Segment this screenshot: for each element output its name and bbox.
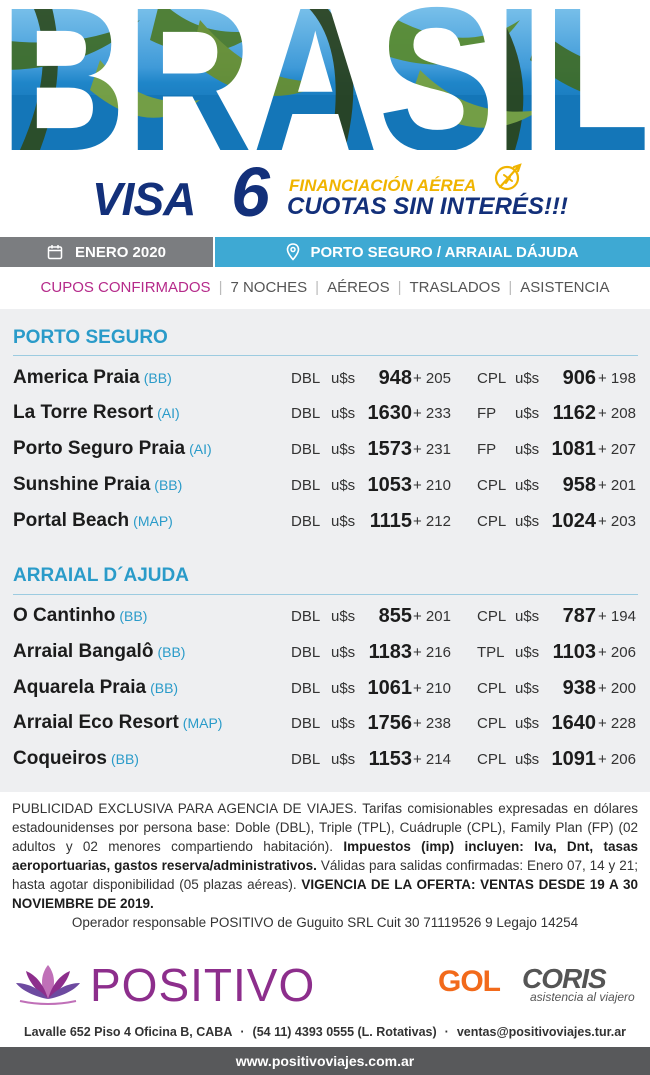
meal-plan: (MAP): [133, 513, 173, 529]
feature-item: AÉREOS: [327, 279, 390, 296]
legal-operator: Operador responsable POSITIVO de Guguito SRL Cuit 30 71119526 9 Legajo 14254: [71, 915, 579, 930]
feature-divider: |: [218, 279, 223, 296]
hotel-name-text: Arraial Bangalô: [13, 641, 154, 662]
legal-part1: PUBLICIDAD EXCLUSIVA PARA AGENCIA DE VIAJES. Tarifas comisionables expresadas en dólares estadounidenses por persona base: Doble (DBL), Triple (TPL), Cuádruple (CPL), Family Plan (FP) (02 adultos y 02 menores compartiendo habitación).: [12, 801, 638, 854]
taxes: + 205: [413, 370, 451, 387]
hotel-name-text: Portal Beach: [13, 510, 130, 531]
email-link[interactable]: ventas@positivoviajes.tur.ar: [456, 1025, 627, 1039]
meal-plan: (BB): [143, 370, 172, 386]
legal-part3: Válidas para salidas confirmadas: Enero 07, 14 y 21; hasta agotar disponibilidad (05 plazas aéreas).: [12, 858, 638, 892]
installments-label: CUOTAS SIN INTERÉS!!!: [287, 193, 568, 220]
installments-number: 6: [231, 153, 270, 231]
price: 906: [562, 367, 596, 389]
gol-logo: GOL: [438, 965, 500, 998]
taxes: + 194: [598, 608, 636, 625]
price: 1115: [369, 510, 412, 532]
price: 1053: [367, 474, 412, 496]
currency: u$s: [515, 513, 540, 530]
price: 948: [378, 367, 412, 389]
hotel-name-text: Coqueiros: [13, 748, 107, 769]
taxes: + 201: [598, 477, 636, 494]
price: 1081: [551, 438, 596, 460]
taxes: + 233: [413, 405, 451, 422]
hotel-name-text: Porto Seguro Praia: [13, 438, 186, 459]
currency: u$s: [331, 441, 356, 458]
room-type: FP: [477, 441, 497, 458]
taxes: + 228: [598, 715, 636, 732]
room-type: DBL: [291, 680, 321, 697]
feature-item: 7 NOCHES: [230, 279, 308, 296]
price: 1024: [551, 510, 596, 532]
currency: u$s: [515, 751, 540, 768]
currency: u$s: [515, 644, 540, 661]
website-link[interactable]: www.positivoviajes.com.ar: [235, 1053, 415, 1069]
room-type: CPL: [477, 370, 507, 387]
taxes: + 198: [598, 370, 636, 387]
hero-image: [0, 0, 650, 150]
feature-divider: |: [315, 279, 320, 296]
price: 1091: [551, 748, 596, 770]
room-type: CPL: [477, 751, 507, 768]
hotel-row: [0, 677, 650, 701]
meal-plan: (BB): [119, 608, 148, 624]
hotel-name: [13, 510, 173, 532]
hotel-row: [0, 712, 650, 736]
taxes: + 200: [598, 680, 636, 697]
room-type: DBL: [291, 715, 321, 732]
currency: u$s: [331, 715, 356, 732]
room-type: DBL: [291, 477, 321, 494]
feature-item: ASISTENCIA: [520, 279, 610, 296]
feature-item: CUPOS CONFIRMADOS: [40, 279, 211, 296]
room-type: DBL: [291, 751, 321, 768]
date-label: ENERO 2020: [75, 243, 166, 261]
taxes: + 214: [413, 751, 451, 768]
hotel-name: [13, 438, 212, 460]
hotel-row: [0, 402, 650, 426]
hotel-row: [0, 367, 650, 391]
hotel-name-text: Aquarela Praia: [13, 677, 147, 698]
room-type: CPL: [477, 608, 507, 625]
section-title: ARRAIAL D´AJUDA: [13, 565, 189, 586]
hotel-name-text: O Cantinho: [13, 605, 116, 626]
hotel-row: [0, 605, 650, 629]
price: 1103: [552, 641, 596, 663]
currency: u$s: [515, 715, 540, 732]
price: 1183: [368, 641, 412, 663]
taxes: + 201: [413, 608, 451, 625]
price: 1756: [367, 712, 412, 734]
room-type: CPL: [477, 513, 507, 530]
destination-bar: [215, 237, 650, 267]
feature-divider: |: [397, 279, 402, 296]
price: 1061: [367, 677, 412, 699]
visa-logo: VISA: [92, 173, 196, 225]
taxes: + 210: [413, 680, 451, 697]
legal-taxes: Impuestos (imp) incluyen: Iva, Dnt, tasas aeroportuarias, gastos reserva/administrativos.: [12, 839, 638, 873]
hotel-name-text: America Praia: [13, 367, 140, 388]
hotel-row: [0, 510, 650, 534]
price: 1573: [367, 438, 412, 460]
taxes: + 216: [413, 644, 451, 661]
hotel-row: [0, 748, 650, 772]
room-type: CPL: [477, 715, 507, 732]
taxes: + 206: [598, 751, 636, 768]
legal-text: [12, 799, 638, 932]
meal-plan: (AI): [157, 405, 180, 421]
taxes: + 238: [413, 715, 451, 732]
room-type: DBL: [291, 513, 321, 530]
price: 958: [562, 474, 596, 496]
currency: u$s: [515, 441, 540, 458]
hotel-row: [0, 438, 650, 462]
website-bar: [0, 1047, 650, 1075]
price: 787: [562, 605, 596, 627]
meal-plan: (BB): [154, 477, 183, 493]
map-pin-icon: [286, 243, 300, 261]
hotel-name-text: Arraial Eco Resort: [13, 712, 179, 733]
taxes: + 210: [413, 477, 451, 494]
taxes: + 203: [598, 513, 636, 530]
meal-plan: (BB): [150, 680, 179, 696]
hotel-name: [13, 402, 180, 424]
currency: u$s: [331, 513, 356, 530]
price: 1162: [552, 402, 596, 424]
currency: u$s: [331, 751, 356, 768]
feature-item: TRASLADOS: [409, 279, 501, 296]
hero-banner: [0, 0, 650, 150]
taxes: + 207: [598, 441, 636, 458]
separator-dot: ·: [444, 1025, 449, 1039]
taxes: + 212: [413, 513, 451, 530]
section-divider: [13, 594, 638, 595]
currency: u$s: [331, 644, 356, 661]
phone: (54 11) 4393 0555 (L. Rotativas): [252, 1025, 437, 1039]
price: 1153: [368, 748, 412, 770]
coris-tagline: asistencia al viajero: [530, 990, 635, 1004]
price: 855: [378, 605, 412, 627]
currency: u$s: [331, 608, 356, 625]
hotel-name-text: La Torre Resort: [13, 402, 154, 423]
taxes: + 208: [598, 405, 636, 422]
room-type: CPL: [477, 477, 507, 494]
features-list: [0, 279, 650, 296]
coris-logo: CORIS: [522, 963, 606, 994]
section-divider: [13, 355, 638, 356]
price: 938: [562, 677, 596, 699]
meal-plan: (MAP): [182, 715, 223, 731]
room-type: DBL: [291, 441, 321, 458]
address: Lavalle 652 Piso 4 Oficina B, CABA: [23, 1025, 233, 1039]
price: 1630: [367, 402, 412, 424]
contact-line: [0, 1025, 650, 1039]
section-title: PORTO SEGURO: [13, 327, 168, 348]
calendar-icon: [47, 244, 63, 260]
date-bar: [0, 237, 213, 267]
hotel-name: [13, 748, 139, 770]
currency: u$s: [331, 370, 356, 387]
airplane-circle-icon: [492, 161, 524, 193]
currency: u$s: [515, 680, 540, 697]
hotel-name: [13, 712, 222, 734]
room-type: FP: [477, 405, 497, 422]
currency: u$s: [331, 477, 356, 494]
hotel-name: [13, 677, 178, 699]
price: 1640: [551, 712, 596, 734]
hotel-name: [13, 474, 182, 496]
room-type: DBL: [291, 608, 321, 625]
financing-label: FINANCIACIÓN AÉREA: [289, 176, 477, 195]
legal-validity: VIGENCIA DE LA OFERTA: VENTAS DESDE 19 A 30 NOVIEMBRE DE 2019.: [12, 877, 638, 911]
taxes: + 206: [598, 644, 636, 661]
meal-plan: (BB): [110, 751, 139, 767]
hotel-name-text: Sunshine Praia: [13, 474, 151, 495]
meal-plan: (BB): [157, 644, 186, 660]
lotus-logo-icon: [14, 957, 82, 1007]
destination-label: PORTO SEGURO / ARRAIAL DÁJUDA: [310, 243, 579, 261]
room-type: DBL: [291, 405, 321, 422]
separator-dot: ·: [240, 1025, 245, 1039]
room-type: TPL: [477, 644, 505, 661]
room-type: DBL: [291, 644, 321, 661]
hotel-name: [13, 605, 147, 627]
hotel-row: [0, 641, 650, 665]
currency: u$s: [515, 405, 540, 422]
hotel-name: [13, 367, 172, 389]
feature-divider: |: [508, 279, 513, 296]
currency: u$s: [515, 608, 540, 625]
taxes: + 231: [413, 441, 451, 458]
currency: u$s: [515, 370, 540, 387]
brand-logo-text: POSITIVO: [90, 959, 316, 1011]
currency: u$s: [331, 680, 356, 697]
hotel-row: [0, 474, 650, 498]
hotel-name: [13, 641, 185, 663]
currency: u$s: [331, 405, 356, 422]
room-type: DBL: [291, 370, 321, 387]
room-type: CPL: [477, 680, 507, 697]
currency: u$s: [515, 477, 540, 494]
meal-plan: (AI): [189, 441, 212, 457]
